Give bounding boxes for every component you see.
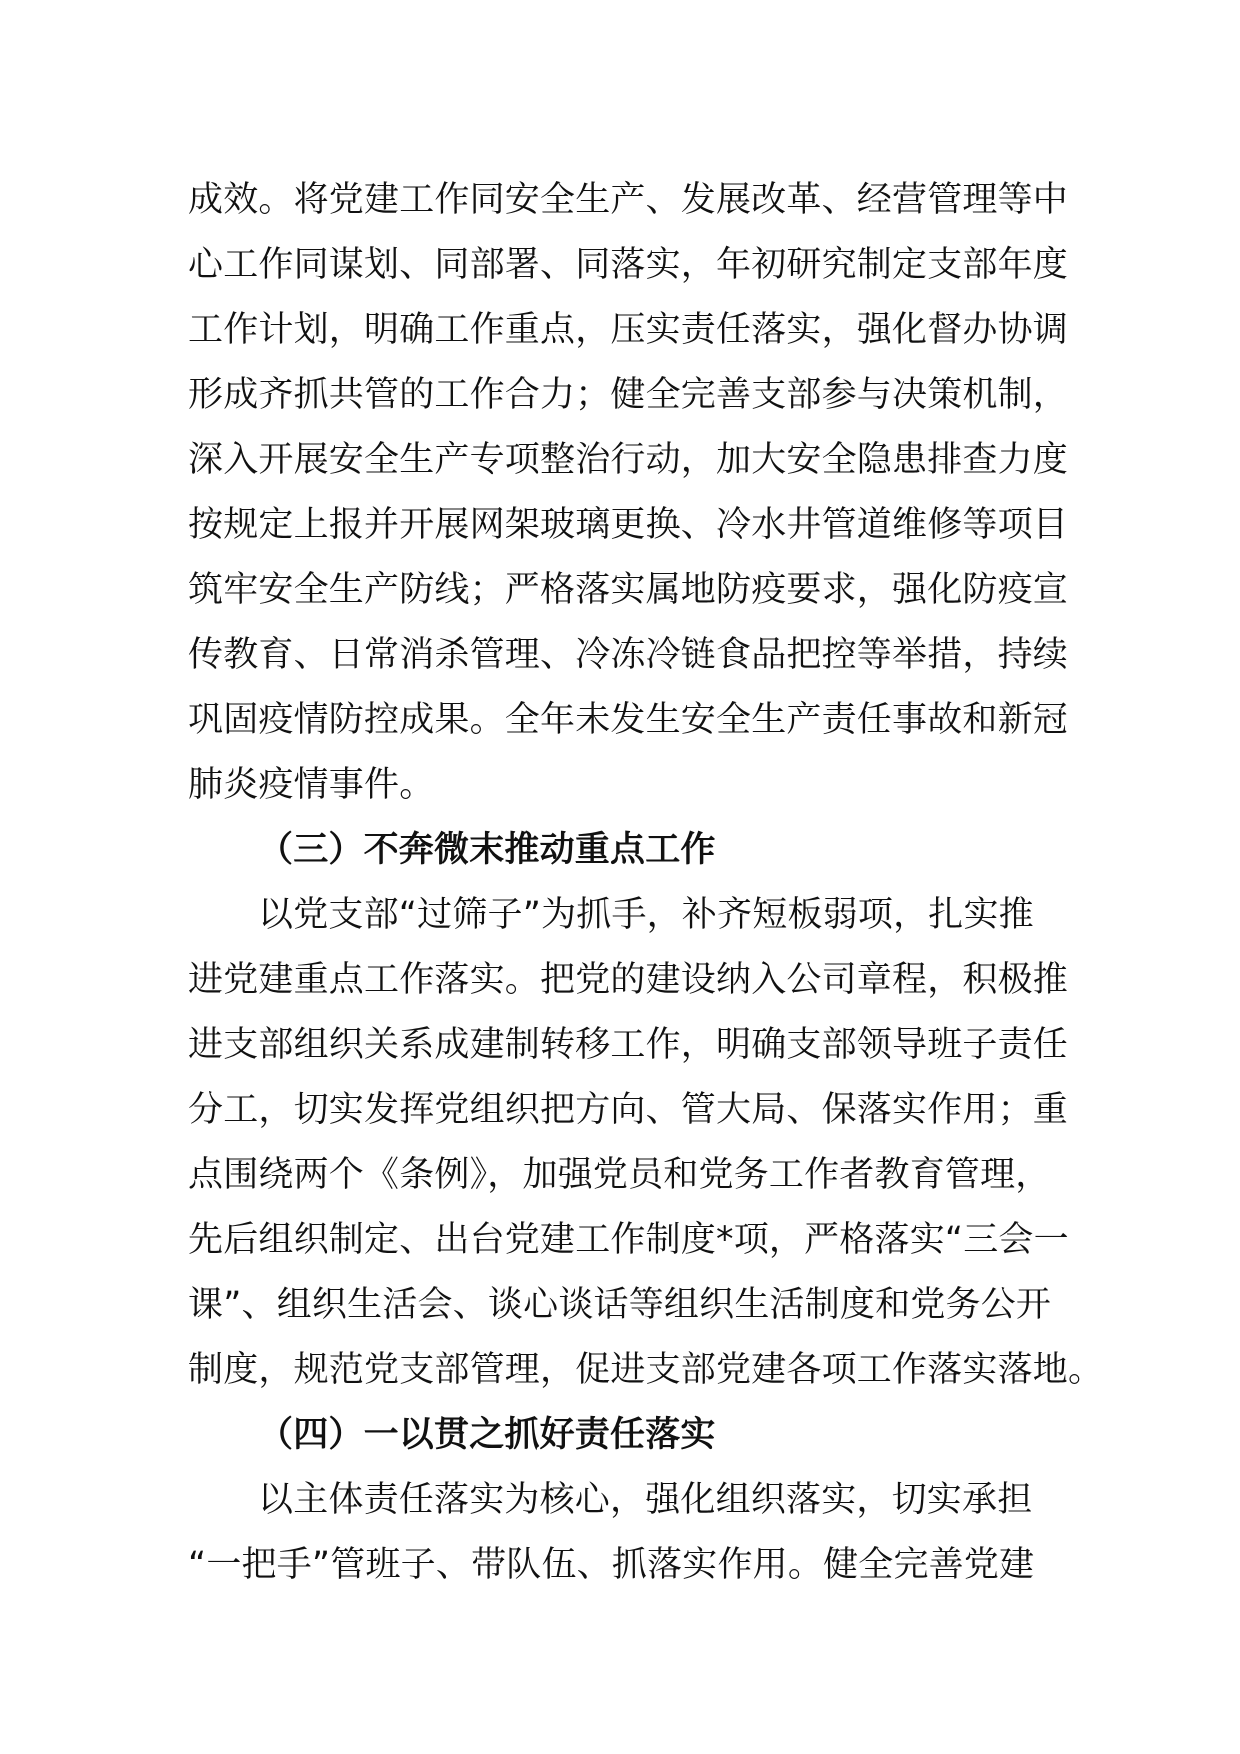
paragraph-line: 制度，规范党支部管理，促进支部党建各项工作落实落地。 xyxy=(188,1350,1104,1390)
paragraph-line: 进支部组织关系成建制转移工作，明确支部领导班子责任 xyxy=(188,1025,1069,1065)
paragraph-line: 肺炎疫情事件。 xyxy=(188,765,435,805)
document-body xyxy=(188,168,1104,1598)
section-heading-3: （三）不奔微末推动重点工作 xyxy=(258,830,716,870)
paragraph-line: “一把手”管班子、带队伍、抓落实作用。健全完善党建 xyxy=(188,1545,1035,1585)
paragraph-line: 按规定上报并开展网架玻璃更换、冷水井管道维修等项目 xyxy=(188,505,1069,545)
paragraph-line: 以主体责任落实为核心，强化组织落实，切实承担 xyxy=(258,1480,1033,1520)
paragraph-line: 形成齐抓共管的工作合力；健全完善支部参与决策机制， xyxy=(188,375,1069,415)
paragraph-line: 点围绕两个《条例》，加强党员和党务工作者教育管理， xyxy=(188,1155,1051,1195)
paragraph-line: 分工，切实发挥党组织把方向、管大局、保落实作用；重 xyxy=(188,1090,1069,1130)
paragraph-line: 课”、组织生活会、谈心谈话等组织生活制度和党务公开 xyxy=(188,1285,1052,1325)
paragraph-line: 先后组织制定、出台党建工作制度*项，严格落实“三会一 xyxy=(188,1220,1069,1260)
paragraph-line: 心工作同谋划、同部署、同落实，年初研究制定支部年度 xyxy=(188,245,1069,285)
section-heading-4: （四）一以贯之抓好责任落实 xyxy=(258,1415,716,1455)
paragraph-line: 巩固疫情防控成果。全年未发生安全生产责任事故和新冠 xyxy=(188,700,1069,740)
paragraph-line: 工作计划，明确工作重点，压实责任落实，强化督办协调 xyxy=(188,310,1069,350)
paragraph-line: 深入开展安全生产专项整治行动，加大安全隐患排查力度 xyxy=(188,440,1069,480)
paragraph-line: 传教育、日常消杀管理、冷冻冷链食品把控等举措，持续 xyxy=(188,635,1069,675)
paragraph-line: 成效。将党建工作同安全生产、发展改革、经营管理等中 xyxy=(188,180,1069,220)
paragraph-line: 进党建重点工作落实。把党的建设纳入公司章程，积极推 xyxy=(188,960,1069,1000)
paragraph-line: 筑牢安全生产防线；严格落实属地防疫要求，强化防疫宣 xyxy=(188,570,1069,610)
paragraph-line: 以党支部“过筛子”为抓手，补齐短板弱项，扎实推 xyxy=(258,895,1034,935)
